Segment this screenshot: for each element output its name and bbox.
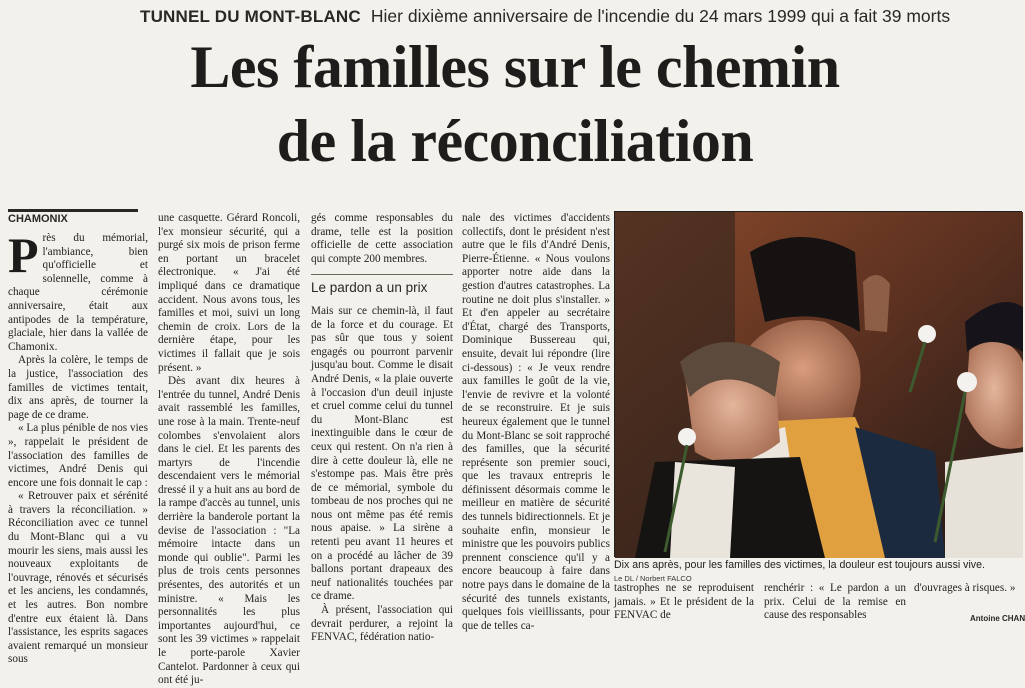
photo-caption: Dix ans après, pour les familles des victimes, la douleur est toujours aussi vive. xyxy=(614,559,985,571)
article-column-3 xyxy=(311,212,453,644)
photo-credit: Le DL / Norbert FALCO xyxy=(614,574,692,583)
author-signature: Antoine CHAN xyxy=(970,614,1025,623)
article-paragraph: À présent, l'association qui devrait perdurer, a rejoint la FENVAC, fédération natio- xyxy=(311,604,453,644)
article-paragraph: « Retrouver paix et sérénité à travers la réconciliation. » Réconciliation avec ce tunnel du Mont-Blanc qui a vu mourir les siens, mais aussi les nouveaux exploitants de l'ouvrage, rénovés et sécurisés et les anciens, les condamnés, et les autres. Bon nombre d'entre eux étaient là. Dans l'assistance, les esprits sagaces avaient remarqué un monsieur sous xyxy=(8,490,148,666)
headline-line-2: de la réconciliation xyxy=(276,108,754,174)
article-column-4 xyxy=(462,212,610,632)
article-column-1 xyxy=(8,227,148,666)
article-paragraph: gés comme responsables du drame, telle est la position officielle de cette association qui compte 200 membres. xyxy=(311,212,453,265)
article-paragraph: Dès avant dix heures à l'entrée du tunnel, André Denis avait rassemblé les familles, une rose à la main. Trente-neuf colombes s'envolaient alors dans le ciel. Et les parents des martyrs de l'incendie descendaient vers le mémorial dressé il y a huit ans au bord de la rampe d'accès au tunnel, unis derrière la banderole portant la devise de l'association : "La mémoire intacte dans un monde qui oublie". Parmi les plus de trois cents personnes présentes, des autorités et un ministre. « Mais les personnalités les plus importantes aujourd'hui, ce sont les 39 victimes » rappelait le porte-parole Xavier Cantelot. Pardonner à ceux qui ont été ju- xyxy=(158,375,300,687)
photo-illustration xyxy=(615,212,1023,558)
article-continuation-1: tastrophes ne se reproduisent jamais. » Et le président de la FENVAC de xyxy=(614,582,754,622)
kicker-text: Hier dixième anniversaire de l'incendie du 24 mars 1999 qui a fait 39 morts xyxy=(370,6,951,26)
headline-line-1: Les familles sur le chemin xyxy=(190,34,840,100)
article-paragraph: une casquette. Gérard Roncoli, l'ex monsieur sécurité, qui a purgé six mois de prison ferme en portant un bracelet électronique. « J'ai été impliqué dans ce dramatique accident. Nous avons tous, les familles et moi, suivi un long chemin de croix. Lors de la dernière étape, pour les victimes il fallait que je sois présent. » xyxy=(158,212,300,374)
article-paragraph: « La plus pénible de nos vies », rappelait le président de l'association des familles de victimes, André Denis qui encore une fois donnait le cap : xyxy=(8,422,148,489)
article-paragraph xyxy=(8,227,148,354)
kicker xyxy=(140,6,1020,30)
photo xyxy=(614,211,1022,557)
article-paragraph: Après la colère, le temps de la justice, l'association des familles de victimes tentait, dix ans après, de tourner la page de ce drame. xyxy=(8,354,148,421)
article-continuation-3: d'ouvrages à risques. » xyxy=(914,582,1016,594)
kicker-label: TUNNEL DU MONT-BLANC xyxy=(140,7,361,26)
dropcap: P xyxy=(8,227,39,283)
headline xyxy=(120,30,910,178)
article-column-2 xyxy=(158,212,300,687)
article-paragraph: nale des victimes d'accidents collectifs, dont le président n'est autre que le fils d'André Denis, Pierre-Étienne. « Nous voulons apporter notre aide dans la gestion d'autres catastrophes. La routine ne doit plus s'installer. » Et d'en appeler au secrétaire d'État, chargé des Transports, Dominique Bussereau qui, ensuite, devait lui répondre (lire ci-dessous) : « Je veux rendre aux familles le goût de la vie, l'envie de revivre et la volonté de se reconstruire. Et je suis heureux également que le tunnel du Mont-Blanc se soit rapproché des familles, que la sécurité représente son premier souci, que les travaux entrepris le définissent désormais comme le meilleur en matière de sécurité des tunnels bidirectionnels. Et je souhaite enfin, monsieur le ministre que les pouvoirs publics prennent conscience qu'il y a encore beaucoup à faire dans notre pays dans le domaine de la sécurité des tunnels existants, quelques fois vieillissants, pour que de telles ca- xyxy=(462,212,610,632)
article-continuation-2: renchérir : « Le pardon a un prix. Celui de la remise en cause des responsables xyxy=(764,582,906,622)
section-label: CHAMONIX xyxy=(8,209,138,225)
article-paragraph: Mais sur ce chemin-là, il faut de la force et du courage. Et pas sûr que tous y soient engagés ou pourront parvenir jusqu'au bout. Comme le disait André Denis, « la plaie ouverte à l'occasion d'un deuil injuste et cruel comme celui du tunnel du Mont-Blanc est inextinguible dans le cœur de ceux qui restent. On n'a rien à dire à cette douleur là, elle ne s'estompe pas. Mais être près de ce mémorial, symbole du tombeau de nos proches qui ne nous ont même pas été remis nous apaise. » La sirène a retenti peu avant 11 heures et on a procédé au lâcher de 39 ballons portant drapeaux des neuf nationalités touchées par ce drame. xyxy=(311,304,453,603)
subheading: Le pardon a un prix xyxy=(311,274,453,295)
paragraph-text: rès du mémorial, l'ambiance, bien qu'officielle et solennelle, comme à chaque cérémonie anniversaire, était aux antipodes de la température, glaciale, hier dans la vallée de Chamonix. xyxy=(8,232,148,353)
